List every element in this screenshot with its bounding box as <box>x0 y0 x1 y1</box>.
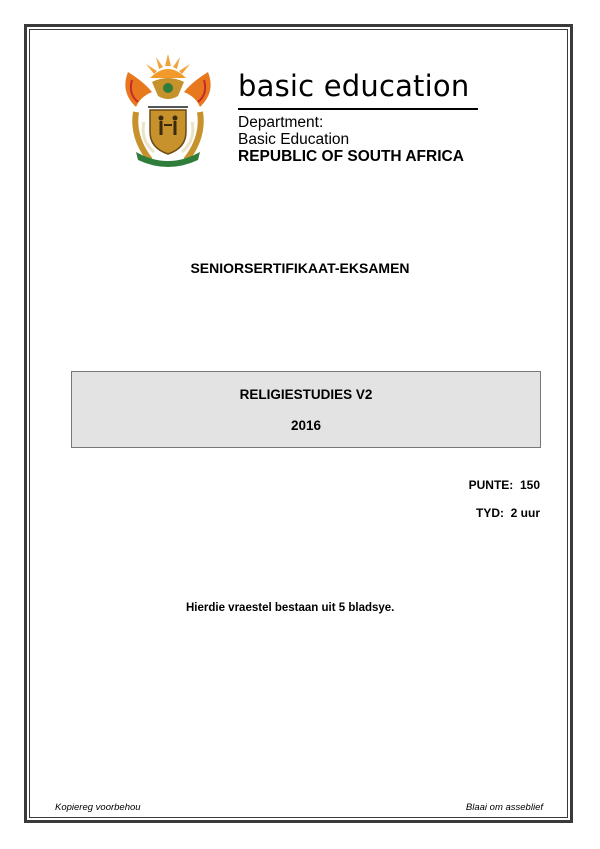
brand-underline <box>238 108 478 110</box>
exam-title: SENIORSERTIFIKAAT-EKSAMEN <box>190 260 410 276</box>
exam-year: 2016 <box>290 418 322 433</box>
marks-label: PUNTE: 150 <box>468 478 540 492</box>
subject-title: RELIGIESTUDIES V2 <box>239 387 373 402</box>
department-line-1: Department: <box>238 114 324 131</box>
country-name: REPUBLIC OF SOUTH AFRICA <box>238 148 464 165</box>
department-line-2: Basic Education <box>238 131 350 148</box>
page-count-note: Hierdie vraestel bestaan uit 5 bladsye. <box>186 602 395 614</box>
time-label: TYD: 2 uur <box>475 506 540 520</box>
coat-of-arms-icon <box>118 52 218 170</box>
turn-page-footer: Blaai om asseblief <box>465 802 543 813</box>
subject-box <box>71 371 541 448</box>
copyright-footer: Kopiereg voorbehou <box>55 802 141 813</box>
brand-title: basic education <box>238 69 470 103</box>
department-name <box>238 114 349 148</box>
